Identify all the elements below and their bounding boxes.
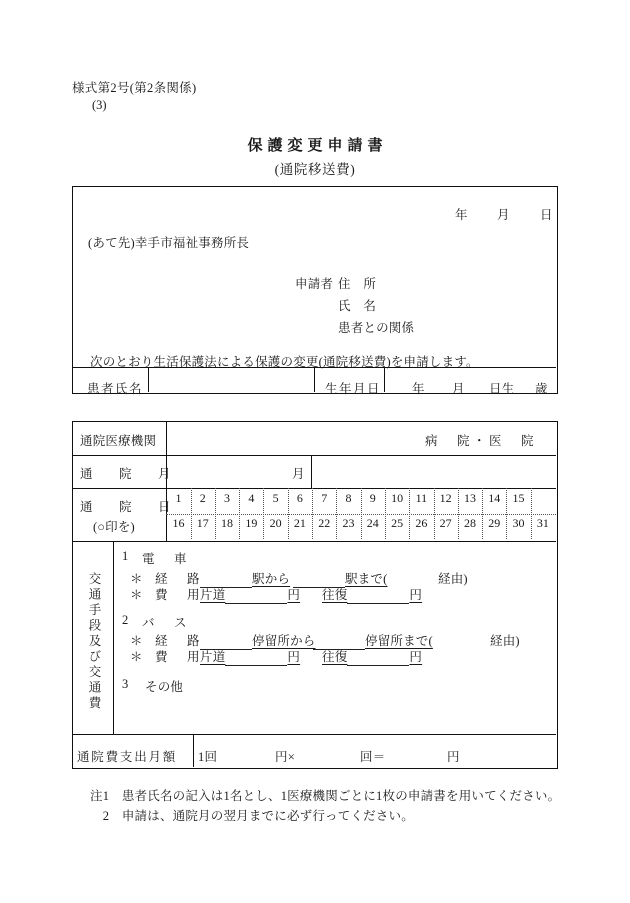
day-cell[interactable]: 6 bbox=[296, 491, 303, 505]
declaration-text: 次のとおり生活保護法による保護の変更(通院移送費)を申請します。 bbox=[90, 355, 479, 369]
birth-label-divider bbox=[314, 367, 315, 392]
date-day-label: 日 bbox=[540, 208, 553, 222]
monthly-total-label-divider bbox=[193, 734, 194, 767]
day-grid-column-separator bbox=[531, 488, 532, 539]
train-oneway-label: 片道 bbox=[200, 588, 226, 602]
other-index: 3 bbox=[122, 677, 129, 691]
train-oneway-fare[interactable] bbox=[200, 585, 300, 604]
monthly-total-yen: 円 bbox=[447, 750, 460, 764]
day-cell[interactable]: 5 bbox=[272, 491, 279, 505]
day-cell[interactable]: 27 bbox=[439, 516, 452, 530]
bus-roundtrip-unit: 円 bbox=[409, 650, 423, 664]
day-cell[interactable]: 7 bbox=[321, 491, 328, 505]
applicant-label: 申請者 bbox=[295, 277, 334, 291]
birth-year-label: 年 bbox=[412, 382, 425, 396]
day-cell[interactable]: 10 bbox=[391, 491, 404, 505]
birth-day-label: 日生 bbox=[489, 382, 515, 396]
patient-name-value[interactable] bbox=[156, 379, 306, 395]
visit-month-row-divider bbox=[73, 488, 556, 489]
train-route-label: 経 路 bbox=[155, 572, 204, 586]
day-cell[interactable]: 25 bbox=[391, 516, 404, 530]
day-cell[interactable]: 19 bbox=[245, 516, 258, 530]
bus-index: 2 bbox=[122, 613, 129, 627]
day-cell[interactable]: 21 bbox=[293, 516, 306, 530]
bus-to-unit: 停留所まで( bbox=[365, 634, 433, 648]
train-fare-label: 費 用 bbox=[155, 588, 204, 602]
transport-row-divider bbox=[73, 734, 556, 735]
day-cell[interactable]: 14 bbox=[488, 491, 501, 505]
day-cell[interactable]: 31 bbox=[536, 516, 549, 530]
bus-oneway-fare[interactable] bbox=[200, 647, 300, 666]
train-from-unit: 駅から bbox=[252, 572, 291, 586]
day-cell[interactable]: 23 bbox=[342, 516, 355, 530]
institution-label-divider bbox=[166, 422, 167, 455]
train-roundtrip-input[interactable] bbox=[347, 588, 409, 604]
applicant-relation-label: 患者との関係 bbox=[338, 321, 415, 335]
birth-date-label: 生年月日 bbox=[325, 382, 382, 396]
train-via-label: 経由) bbox=[438, 572, 468, 586]
day-cell[interactable]: 16 bbox=[172, 516, 185, 530]
day-cell[interactable]: 3 bbox=[224, 491, 231, 505]
day-cell[interactable]: 24 bbox=[366, 516, 379, 530]
visit-month-label: 通 院 月 bbox=[80, 467, 178, 481]
birth-month-label: 月 bbox=[452, 382, 465, 396]
bus-roundtrip-label: 往復 bbox=[322, 650, 348, 664]
train-to-unit: 駅まで( bbox=[345, 572, 388, 586]
bus-via-label: 経由) bbox=[490, 634, 520, 648]
day-cell[interactable]: 11 bbox=[415, 491, 428, 505]
day-cell[interactable]: 12 bbox=[439, 491, 452, 505]
train-roundtrip-fare[interactable] bbox=[322, 585, 422, 604]
visit-day-sublabel: (○印を) bbox=[93, 520, 135, 534]
other-name: その他 bbox=[145, 680, 184, 694]
day-cell[interactable]: 20 bbox=[269, 516, 282, 530]
page-title: 保護変更申請書 bbox=[247, 138, 388, 154]
day-cell[interactable]: 8 bbox=[345, 491, 352, 505]
note-1: 注1 患者氏名の記入は1名とし、1医療機関ごとに1枚の申請書を用いてください。 bbox=[90, 789, 561, 803]
date-year-label: 年 bbox=[455, 208, 468, 222]
applicant-name-label: 氏 名 bbox=[338, 299, 377, 313]
train-roundtrip-unit: 円 bbox=[409, 588, 423, 602]
day-cell[interactable]: 29 bbox=[488, 516, 501, 530]
bus-roundtrip-input[interactable] bbox=[347, 650, 409, 666]
bus-fare-marker: ＊ bbox=[130, 650, 143, 664]
day-cell[interactable]: 9 bbox=[369, 491, 376, 505]
transport-label-divider bbox=[113, 541, 114, 734]
birth-value-divider bbox=[384, 367, 385, 392]
date-month-label: 月 bbox=[497, 208, 510, 222]
visit-month-value-divider bbox=[311, 455, 312, 488]
day-cell[interactable]: 2 bbox=[199, 491, 206, 505]
visit-month-extra-box[interactable] bbox=[320, 464, 540, 480]
day-cell[interactable]: 1 bbox=[175, 491, 182, 505]
bus-route-marker: ＊ bbox=[130, 634, 143, 648]
institution-suffix: 病 院・医 院 bbox=[425, 434, 538, 448]
visit-day-label: 通 院 日 bbox=[80, 500, 178, 514]
patient-name-label: 患者氏名 bbox=[87, 382, 144, 396]
visit-day-row-divider bbox=[73, 541, 556, 542]
day-cell[interactable]: 28 bbox=[463, 516, 476, 530]
bus-route-label: 経 路 bbox=[155, 634, 204, 648]
bus-fare-label: 費 用 bbox=[155, 650, 204, 664]
day-cell[interactable]: 18 bbox=[221, 516, 234, 530]
note-2: 2 申請は、通院月の翌月までに必ず行ってください。 bbox=[90, 809, 414, 823]
train-route-marker: ＊ bbox=[130, 572, 143, 586]
train-index: 1 bbox=[122, 549, 129, 563]
monthly-total-per-time: 1回 bbox=[198, 750, 218, 764]
train-roundtrip-label: 往復 bbox=[322, 588, 348, 602]
birth-age-label: 歳 bbox=[535, 382, 548, 396]
monthly-total-label: 通院費支出月額 bbox=[77, 750, 178, 764]
page-subtitle: (通院移送費) bbox=[274, 162, 356, 177]
bus-roundtrip-fare[interactable] bbox=[322, 647, 422, 666]
institution-label: 通院医療機関 bbox=[80, 434, 157, 448]
bus-from-unit: 停留所から bbox=[252, 634, 316, 648]
monthly-total-times-unit: 回＝ bbox=[360, 750, 386, 764]
bus-oneway-input[interactable] bbox=[225, 650, 287, 666]
train-fare-marker: ＊ bbox=[130, 588, 143, 602]
bus-name: バ ス bbox=[142, 616, 191, 630]
bus-oneway-unit: 円 bbox=[287, 650, 301, 664]
addressee-label: (あて先)幸手市福祉事務所長 bbox=[88, 236, 250, 250]
institution-row-divider bbox=[73, 455, 556, 456]
train-oneway-unit: 円 bbox=[287, 588, 301, 602]
day-cell[interactable]: 22 bbox=[318, 516, 331, 530]
day-cell[interactable]: 13 bbox=[463, 491, 476, 505]
day-cell[interactable]: 26 bbox=[415, 516, 428, 530]
institution-value[interactable] bbox=[175, 431, 395, 447]
patient-name-divider bbox=[148, 367, 149, 392]
train-oneway-input[interactable] bbox=[225, 588, 287, 604]
visit-month-value[interactable] bbox=[180, 464, 280, 480]
day-cell[interactable]: 30 bbox=[512, 516, 525, 530]
day-cell[interactable]: 15 bbox=[512, 491, 525, 505]
bus-oneway-label: 片道 bbox=[200, 650, 226, 664]
day-cell[interactable]: 17 bbox=[196, 516, 209, 530]
monthly-total-yen-times: 円× bbox=[275, 750, 295, 764]
train-name: 電 車 bbox=[142, 552, 191, 566]
visit-month-unit: 月 bbox=[292, 467, 305, 481]
applicant-address-label: 住 所 bbox=[338, 277, 377, 291]
transport-vertical-label: 交通手段及び交通費 bbox=[87, 572, 101, 712]
form-sub-number: (3) bbox=[92, 98, 107, 112]
day-cell[interactable]: 4 bbox=[248, 491, 255, 505]
form-number: 様式第2号(第2条関係) bbox=[72, 81, 197, 95]
